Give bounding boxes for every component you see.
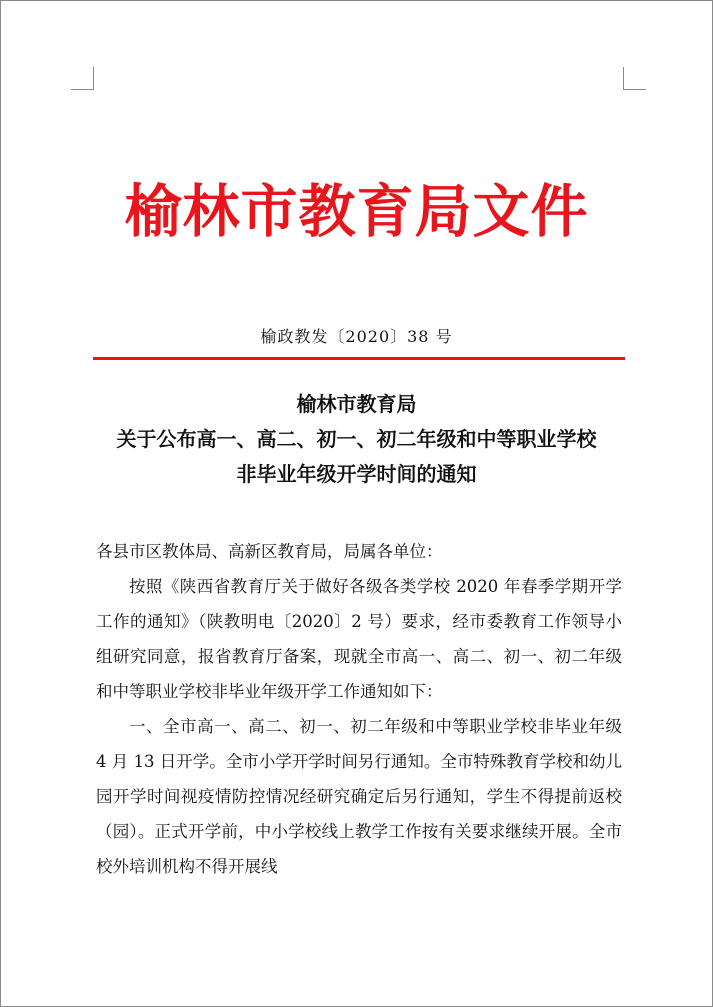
document-body: [96, 534, 622, 884]
body-paragraph: 按照《陕西省教育厅关于做好各级各类学校 2020 年春季学期开学工作的通知》（陕教明电〔2020〕2 号）要求，经市委教育工作领导小组研究同意，报省教育厅备案，现就全市高一、高二、初一、初二年级和中等职业学校非毕业年级开学工作通知如下：: [96, 577, 622, 701]
document-header-title: 榆林市教育局文件: [124, 178, 589, 245]
body-paragraph: 一、全市高一、高二、初一、初二年级和中等职业学校非毕业年级 4 月 13 日开学。全市小学开学时间另行通知。全市特殊教育学校和幼儿园开学时间视疫情防控情况经研究确定后另行通知，学生不得提前返校（园）。正式开学前，中小学校线上教学工作按有关要求继续开展。全市校外培训机构不得开展线: [96, 717, 622, 876]
notice-title-line: 关于公布高一、高二、初一、初二年级和中等职业学校: [116, 427, 597, 451]
notice-title-line: 榆林市教育局: [296, 392, 417, 416]
notice-title-line: 非毕业年级开学时间的通知: [236, 462, 477, 486]
margin-corner-mark-top-left: [71, 67, 94, 90]
margin-corner-mark-top-right: [623, 67, 646, 90]
document-number: 榆政教发〔2020〕38 号: [260, 327, 453, 346]
red-divider-line: [93, 357, 625, 360]
salutation: 各县市区教体局、高新区教育局，局属各单位：: [96, 542, 443, 561]
notice-title: [1, 387, 712, 492]
